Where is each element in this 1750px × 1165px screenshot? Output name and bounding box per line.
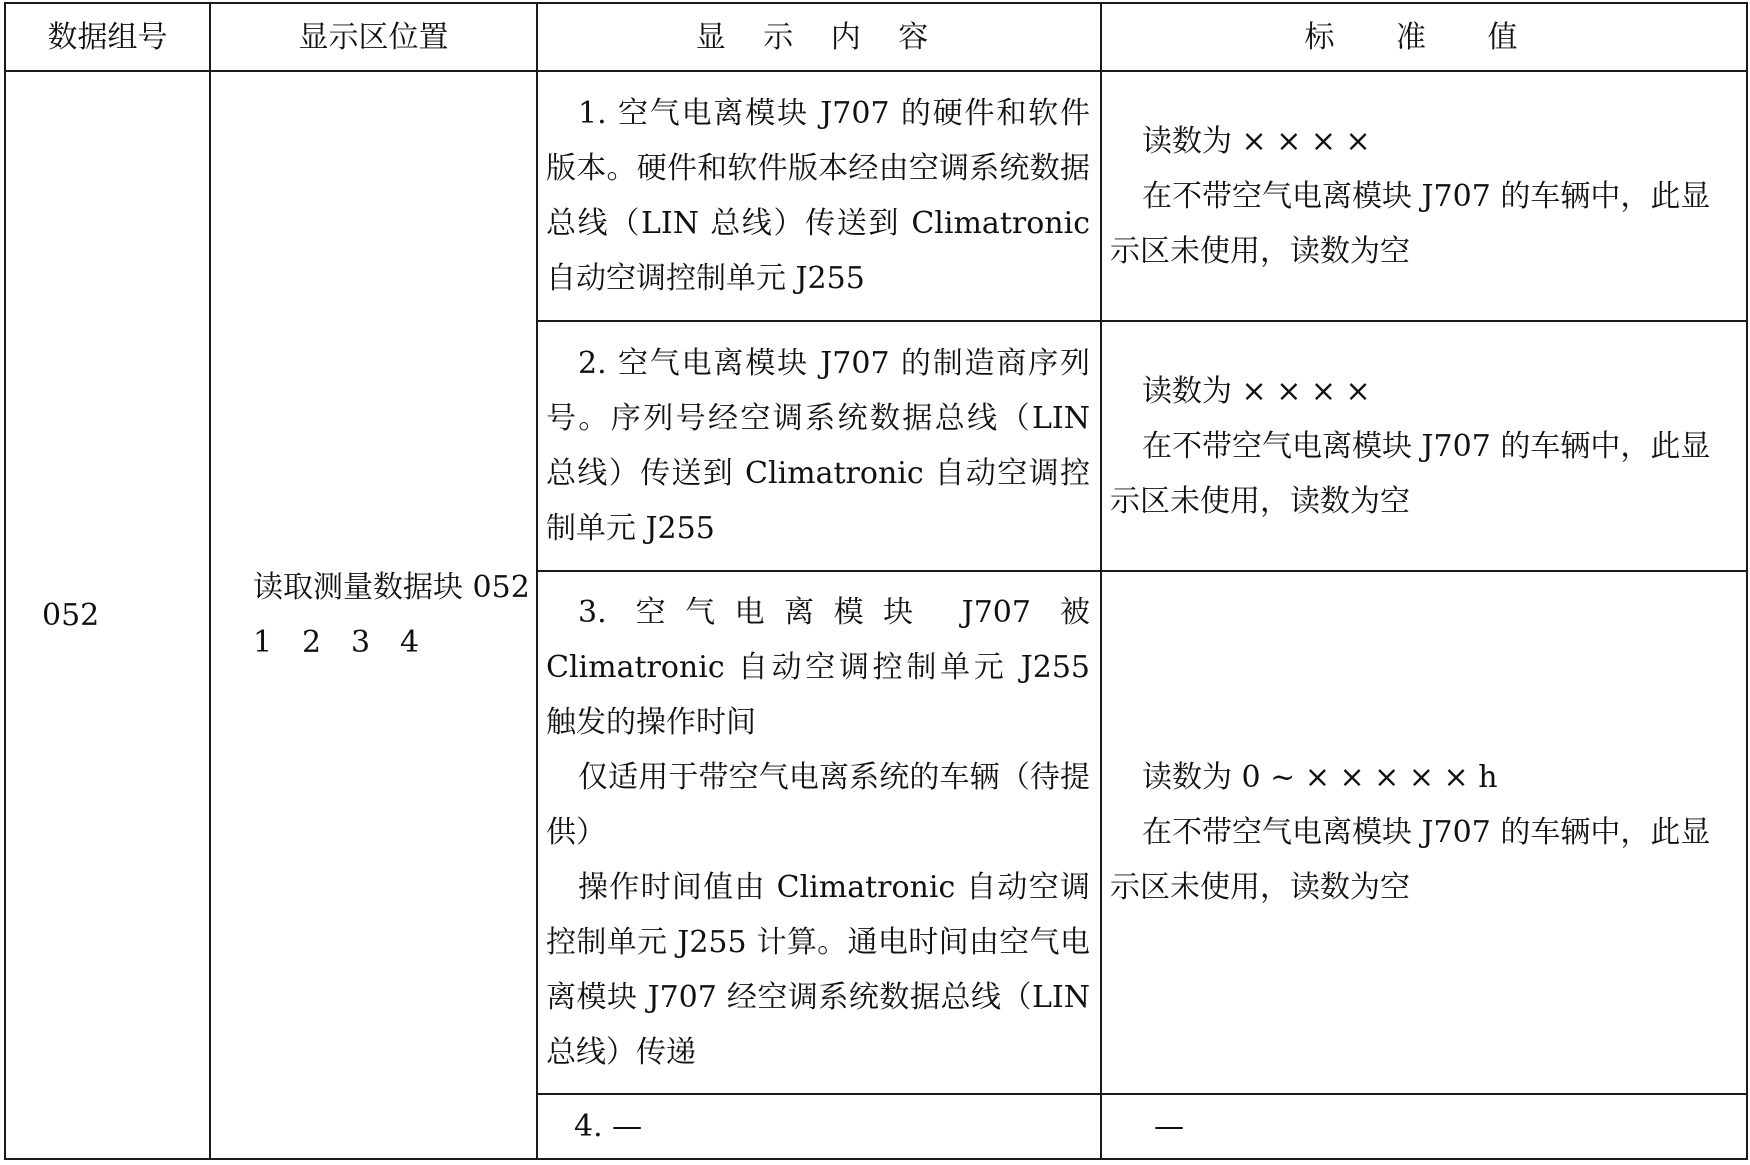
display-content-cell [537, 321, 1101, 571]
position-number: 3 [351, 625, 371, 660]
content-paragraph: 1. 空气电离模块 J707 的硬件和软件版本。硬件和软件版本经由空调系统数据总线（LIN 总线）传送到 Climatronic 自动空调控制单元 J255 [546, 96, 1090, 297]
content-paragraph: 2. 空气电离模块 J707 的制造商序列号。序列号经空调系统数据总线（LIN 总线）传送到 Climatronic 自动空调控制单元 J255 [546, 346, 1090, 547]
table-row [5, 71, 1747, 321]
position-number: 2 [302, 625, 322, 660]
group-number: 052 [42, 597, 100, 633]
group-number-cell [5, 71, 210, 1159]
position-numbers [253, 615, 536, 670]
standard-reading: — [1154, 1108, 1184, 1144]
display-position-cell [210, 71, 537, 1159]
position-number: 4 [400, 625, 420, 660]
standard-reading: 读数为 × × × × [1142, 373, 1371, 409]
standard-note: 在不带空气电离模块 J707 的车辆中，此显示区未使用，读数为空 [1110, 428, 1711, 519]
position-label: 读取测量数据块 052 [253, 570, 530, 605]
display-content-cell [537, 71, 1101, 321]
header-display-content: 显 示 内 容 [537, 3, 1101, 71]
header-display-position: 显示区位置 [210, 3, 537, 71]
standard-note: 在不带空气电离模块 J707 的车辆中，此显示区未使用，读数为空 [1110, 178, 1711, 269]
display-content-cell [537, 1094, 1101, 1159]
header-standard-value: 标 准 值 [1101, 3, 1747, 71]
header-group-number: 数据组号 [5, 3, 210, 71]
content-paragraph: 3. 空气电离模块 J707 被 Climatronic 自动空调控制单元 J255 触发的操作时间 [546, 595, 1090, 741]
standard-value-cell [1101, 571, 1747, 1093]
standard-value-cell [1101, 71, 1747, 321]
data-block-table [4, 2, 1748, 1160]
header-row [5, 3, 1747, 71]
standard-reading: 读数为 × × × × [1142, 123, 1371, 159]
content-paragraph: 操作时间值由 Climatronic 自动空调控制单元 J255 计算。通电时间由空气电离模块 J707 经空调系统数据总线（LIN 总线）传递 [546, 870, 1090, 1071]
display-content-cell [537, 571, 1101, 1093]
standard-value-cell [1101, 1094, 1747, 1159]
standard-reading: 读数为 0 ~ × × × × × h [1142, 760, 1498, 796]
content-paragraph: 4. — [574, 1108, 643, 1144]
standard-note: 在不带空气电离模块 J707 的车辆中，此显示区未使用，读数为空 [1110, 815, 1711, 906]
standard-value-cell [1101, 321, 1747, 571]
position-number: 1 [253, 625, 273, 660]
content-paragraph: 仅适用于带空气电离系统的车辆（待提供） [546, 760, 1090, 851]
